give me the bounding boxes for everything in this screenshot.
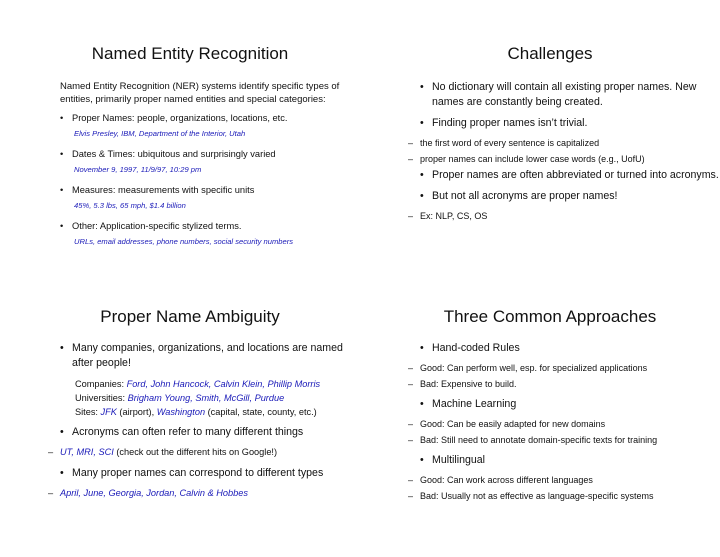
sub-bullet-item: – Bad: Usually not as effective as language-specific systems xyxy=(380,490,720,502)
bullet-item: • Other: Application-specific stylized terms. xyxy=(20,220,360,233)
bullet-item: • Measures: measurements with specific units xyxy=(20,184,360,197)
bullet-item: • Proper Names: people, organizations, locations, etc. xyxy=(20,112,360,125)
sub-bullet-item: – Good: Can work across different languages xyxy=(380,474,720,486)
bullet-item: • Proper names are often abbreviated or turned into acronyms. xyxy=(380,168,720,183)
sub-bullet-item: – proper names can include lower case words (e.g., UofU) xyxy=(380,153,720,165)
acronym-note: (check out the different hits on Google!) xyxy=(113,447,278,457)
bullet-list xyxy=(380,80,720,222)
acronym-examples: UT, MRI, SCI xyxy=(60,447,114,457)
bullet-list xyxy=(20,341,360,499)
bullet-item: • Many companies, organizations, and locations are named after people! xyxy=(20,341,360,371)
site-jfk-note: (airport), xyxy=(116,407,157,417)
companies-line xyxy=(75,377,360,391)
sub-bullet-item: – Good: Can perform well, esp. for specialized applications xyxy=(380,362,720,374)
slide-named-entity-recognition xyxy=(20,44,360,256)
bullet-item: • No dictionary will contain all existing proper names. New names are constantly being created. xyxy=(380,80,720,110)
sub-bullet-item: – Bad: Expensive to build. xyxy=(380,378,720,390)
universities-examples: Brigham Young, Smith, McGill, Purdue xyxy=(127,393,285,403)
bullet-item: • Dates & Times: ubiquitous and surprisingly varied xyxy=(20,148,360,161)
sub-bullet-item xyxy=(20,446,360,458)
example-text: 45%, 5.3 lbs, 65 mph, $1.4 billion xyxy=(74,201,186,210)
sub-bullet-item: – the first word of every sentence is capitalized xyxy=(380,137,720,149)
bullet-item: • Multilingual xyxy=(380,453,720,468)
universities-line xyxy=(75,391,360,405)
slide-proper-name-ambiguity xyxy=(20,307,360,502)
site-washington: Washington xyxy=(156,407,206,417)
slide-title: Three Common Approaches xyxy=(443,307,657,326)
bullet-item: • Finding proper names isn’t trivial. xyxy=(380,116,720,131)
site-washington-note: (capital, state, county, etc.) xyxy=(205,407,317,417)
universities-label: Universities: xyxy=(75,393,128,403)
bullet-item: • Machine Learning xyxy=(380,397,720,412)
companies-label: Companies: xyxy=(75,379,127,389)
example-text: Elvis Presley, IBM, Department of the Interior, Utah xyxy=(74,129,246,138)
example-text: November 9, 1997, 11/9/97, 10:29 pm xyxy=(74,165,202,174)
site-jfk: JFK xyxy=(100,407,117,417)
companies-examples: Ford, John Hancock, Calvin Klein, Phillip Morris xyxy=(126,379,321,389)
sub-bullet-item: – Good: Can be easily adapted for new domains xyxy=(380,418,720,430)
bullet-list xyxy=(20,112,360,247)
bullet-list xyxy=(380,341,720,502)
slide-challenges xyxy=(380,44,720,225)
sites-label: Sites: xyxy=(75,407,101,417)
bullet-item: • Many proper names can correspond to different types xyxy=(20,466,360,481)
intro-text: Named Entity Recognition (NER) systems identify specific types of entities, primarily proper named entities and special categories: xyxy=(60,81,340,105)
slide-title: Challenges xyxy=(507,44,593,63)
slide-title: Proper Name Ambiguity xyxy=(100,307,280,326)
sub-bullet-item xyxy=(20,487,360,499)
sub-bullet-item: – Ex: NLP, CS, OS xyxy=(380,210,720,222)
bullet-item: • Acronyms can often refer to many different things xyxy=(20,425,360,440)
example-text: URLs, email addresses, phone numbers, social security numbers xyxy=(74,237,294,246)
sites-line xyxy=(75,405,360,419)
slide-title: Named Entity Recognition xyxy=(91,44,289,63)
slide-three-common-approaches xyxy=(380,307,720,505)
sub-bullet-item: – Bad: Still need to annotate domain-specific texts for training xyxy=(380,434,720,446)
name-type-examples: April, June, Georgia, Jordan, Calvin & Hobbes xyxy=(60,488,248,498)
bullet-item: • But not all acronyms are proper names! xyxy=(380,189,720,204)
bullet-item: • Hand-coded Rules xyxy=(380,341,720,356)
